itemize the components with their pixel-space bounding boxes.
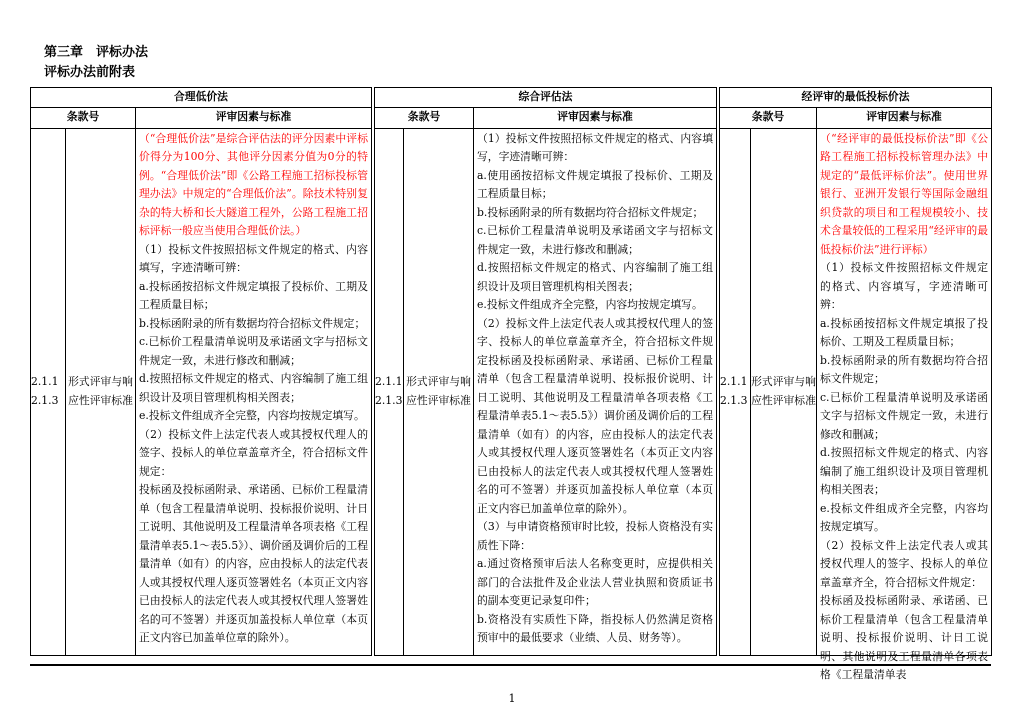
table-bottom-rule	[30, 664, 991, 666]
group-title-comprehensive-evaluation: 综合评估法	[375, 88, 717, 108]
clause-number-cell	[720, 128, 751, 655]
criteria-text	[817, 129, 991, 681]
criteria-paragraph: （“经评审的最低投标价法”即《公路工程施工招标投标管理办法》中规定的“最低评标价法”。使用世界银行、亚洲开发银行等国际金融组织贷款的项目和工程规模较小、技术含量较低的工程采用“经评审的最低投标价法”进行评标）	[820, 131, 989, 256]
content-row	[31, 128, 992, 655]
clause-number-cell	[31, 128, 66, 655]
criteria-text-cell	[136, 128, 372, 655]
chapter-title: 第三章 评标办法	[44, 45, 149, 60]
clause-number: 2.1.3	[31, 393, 59, 407]
table-caption: 评标办法前附表	[44, 65, 136, 80]
review-factor-cell: 形式评审与响应性评审标准	[751, 128, 817, 655]
clause-number: 2.1.3	[375, 393, 403, 407]
criteria-paragraph: a.投标函按招标文件规定填报了投标价、工期及工程质量目标；	[820, 316, 989, 348]
group-title-lowest-evaluated-price: 经评审的最低投标价法	[720, 88, 992, 108]
criteria-paragraph: b.投标函附录的所有数据均符合招标文件规定；	[477, 205, 704, 219]
criteria-paragraph: （2）投标文件上法定代表人或其授权代理人的签字、投标人的单位章盖章齐全，符合招标文件规定：	[139, 427, 368, 478]
criteria-text-cell	[474, 128, 717, 655]
review-factor-cell: 形式评审与响应性评审标准	[66, 128, 136, 655]
criteria-paragraph: c.已标价工程量清单说明及承诺函文字与招标文件规定一致，未进行修改和删减；	[820, 390, 989, 441]
criteria-paragraph: e.投标文件组成齐全完整，内容均按规定填写。	[820, 501, 989, 533]
criteria-paragraph: a.通过资格预审后法人名称变更时，应提供相关部门的合法批件及企业法人营业执照和资质证书的副本变更记录复印件；	[477, 557, 713, 607]
criteria-text	[136, 129, 371, 655]
clause-number-cell	[375, 128, 404, 655]
clause-number: 2.1.3	[720, 393, 748, 407]
clause-number-header: 条款号	[720, 107, 817, 128]
criteria-text-cell	[817, 128, 992, 681]
group-header-row	[31, 88, 992, 108]
criteria-paragraph: （1）投标文件按照招标文件规定的格式、内容填写，字迹清晰可辨：	[139, 242, 368, 274]
clause-number-header: 条款号	[31, 107, 136, 128]
criteria-paragraph: 投标函及投标函附录、承诺函、已标价工程量清单（包含工程量清单说明、投标报价说明、计日工说明、其他说明及工程量清单各项表格《工程量清单表5.1～表5.5》）、调价函及调价后的工程量清单（如有）的内容，应由投标人的法定代表人或其授权代理人逐页签署姓名（本页正文内容已由投标人的法定代表人或其授权代理人签署姓名的可不签署）并逐页加盖投标人单位章（本页正文内容已加盖单位章的除外）。	[139, 483, 368, 644]
criteria-paragraph: b.投标函附录的所有数据均符合招标文件规定；	[820, 353, 989, 385]
evaluation-factor-header: 评审因素与标准	[817, 107, 992, 128]
criteria-paragraph: c.已标价工程量清单说明及承诺函文字与招标文件规定一致，未进行修改和删减；	[477, 224, 713, 256]
criteria-paragraph: （1）投标文件按照招标文件规定的格式、内容填写，字迹清晰可辨：	[820, 261, 989, 311]
criteria-paragraph: （1）投标文件按照招标文件规定的格式、内容填写，字迹清晰可辨：	[477, 131, 713, 163]
review-factor-cell: 形式评审与响应性评审标准	[404, 128, 474, 655]
criteria-paragraph: d.按照招标文件规定的格式、内容编制了施工组织设计及项目管理机构相关图表；	[139, 372, 368, 404]
sub-header-row	[31, 107, 992, 128]
criteria-paragraph: e.投标文件组成齐全完整，内容均按规定填写。	[477, 298, 703, 311]
page-number: 1	[508, 692, 516, 705]
evaluation-criteria-table	[30, 87, 992, 681]
clause-number: 2.1.1	[31, 375, 59, 388]
clause-number: 2.1.1	[720, 375, 748, 388]
evaluation-factor-header: 评审因素与标准	[136, 107, 372, 128]
clause-number-header: 条款号	[375, 107, 474, 128]
criteria-paragraph: e.投标文件组成齐全完整，内容均按规定填写。	[139, 409, 365, 422]
criteria-paragraph: b.资格没有实质性下降，指投标人仍然满足资格预审中的最低要求（业绩、人员、财务等）。	[477, 612, 713, 644]
criteria-paragraph: c.已标价工程量清单说明及承诺函文字与招标文件规定一致，未进行修改和删减；	[139, 335, 368, 367]
criteria-paragraph: a.使用函按招标文件规定填报了投标价、工期及工程质量目标；	[477, 168, 713, 200]
clause-number: 2.1.1	[375, 375, 403, 388]
criteria-paragraph: （2）投标文件上法定代表人或其授权代理人的签字、投标人的单位章盖章齐全，符合招标文件规定投标函及投标函附录、承诺函、已标价工程量清单（包含工程量清单说明、投标报价说明、计日工说明、其他说明及工程量清单各项表格《工程量清单表5.1～表5.5》）调价函及调价后的工程量清单（如有）的内容，应由投标人的法定代表人或其授权代理人逐页签署姓名（本页正文内容已由投标人的法定代表人或其授权代理人签署姓名的可不签署）并逐页加盖投标人单位章（本页正文内容已加盖单位章的除外）。	[477, 316, 713, 515]
criteria-paragraph: a.投标函按招标文件规定填报了投标价、工期及工程质量目标；	[139, 279, 368, 311]
criteria-paragraph: d.按照招标文件规定的格式、内容编制了施工组织设计及项目管理机构相关图表；	[477, 261, 713, 293]
criteria-paragraph: （2）投标文件上法定代表人或其授权代理人的签字、投标人的单位章盖章齐全，符合招标文件规定：	[820, 538, 989, 589]
criteria-paragraph: 投标函及投标函附录、承诺函、已标价工程量清单（包含工程量清单说明、投标报价说明、计日工说明、其他说明及工程量清单各项表格《工程量清单表	[820, 594, 989, 681]
criteria-paragraph: （3）与申请资格预审时比较，投标人资格没有实质性下降：	[477, 520, 713, 552]
group-title-reasonable-low-price: 合理低价法	[31, 88, 372, 108]
criteria-paragraph: d.按照招标文件规定的格式、内容编制了施工组织设计及项目管理机构相关图表；	[820, 446, 989, 496]
evaluation-factor-header: 评审因素与标准	[474, 107, 717, 128]
criteria-paragraph: （“合理低价法”是综合评估法的评分因素中评标价得分为100分、其他评分因素分值为0分的特例。“合理低价法”即《公路工程施工招标投标管理办法》中规定的“合理低价法”。除技术特别复杂的特大桥和长大隧道工程外，公路工程施工招标评标一般应当使用合理低价法。）	[139, 131, 368, 237]
criteria-text	[474, 129, 716, 655]
criteria-paragraph: b.投标函附录的所有数据均符合招标文件规定；	[139, 316, 366, 330]
